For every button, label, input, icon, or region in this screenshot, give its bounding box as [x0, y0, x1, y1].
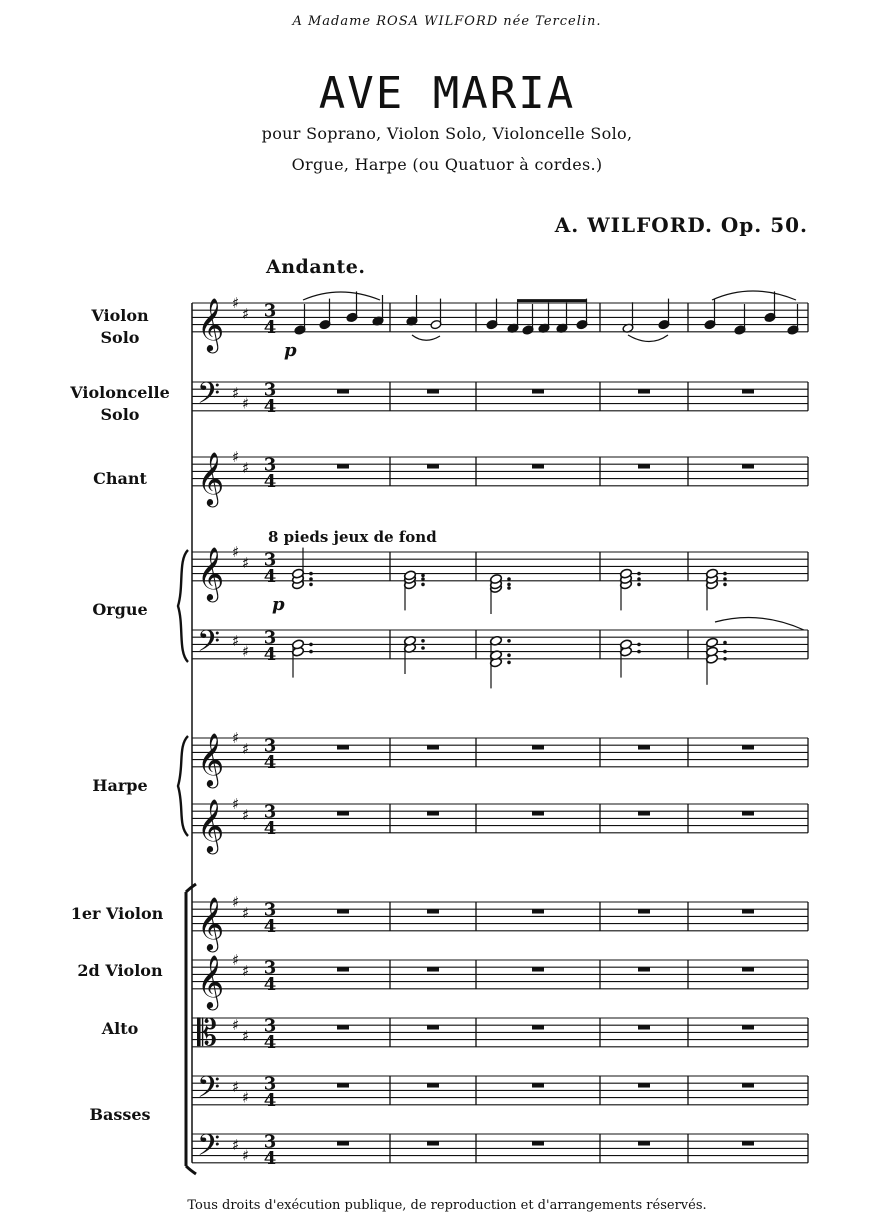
- time-sig-numerator: 3: [263, 454, 277, 476]
- bass-clef: 𝄢: [197, 376, 221, 418]
- sharp-sign: ♯: [242, 903, 250, 922]
- sharp-sign: ♯: [242, 458, 250, 477]
- bass-clef: 𝄢: [197, 624, 221, 666]
- label-second-violon: 2d Violon: [77, 961, 163, 980]
- sharp-sign: ♯: [232, 631, 240, 650]
- organ-brace: [178, 550, 188, 662]
- whole-rest: [337, 389, 349, 393]
- time-sig-denominator: 4: [263, 1089, 277, 1111]
- harp-brace: [178, 736, 188, 836]
- dot: [309, 583, 313, 587]
- whole-rest: [638, 1025, 650, 1029]
- dot: [507, 661, 511, 665]
- time-sig-denominator: 4: [263, 643, 277, 665]
- label-orgue: Orgue: [92, 600, 148, 619]
- whole-rest: [427, 909, 439, 913]
- dot: [421, 583, 425, 587]
- whole-rest: [638, 745, 650, 749]
- subtitle-line-1: pour Soprano, Violon Solo, Violoncelle Solo,: [261, 124, 633, 143]
- whole-rest: [337, 1025, 349, 1029]
- time-sig-denominator: 4: [263, 316, 277, 338]
- sharp-sign: ♯: [232, 1016, 240, 1035]
- dedication: A Madame ROSA WILFORD née Tercelin.: [292, 14, 602, 29]
- dot: [309, 572, 313, 576]
- dot: [723, 583, 727, 587]
- time-sig-denominator: 4: [263, 565, 277, 587]
- slur: [303, 292, 380, 300]
- treble-clef: 𝄞: [197, 797, 225, 852]
- sharp-sign: ♯: [242, 304, 250, 323]
- whole-rest: [337, 811, 349, 815]
- whole-rest: [742, 909, 754, 913]
- whole-rest: [638, 1141, 650, 1145]
- strings-bracket: [186, 884, 196, 1174]
- whole-rest: [427, 1083, 439, 1087]
- whole-rest: [337, 745, 349, 749]
- whole-rest: [532, 389, 544, 393]
- dot: [507, 586, 511, 590]
- whole-rest: [742, 1025, 754, 1029]
- label-violoncelle-solo-line1: Violoncelle: [70, 383, 170, 402]
- sharp-sign: ♯: [232, 1077, 240, 1096]
- time-sig-numerator: 3: [263, 735, 277, 757]
- dot: [637, 650, 641, 654]
- whole-rest: [532, 811, 544, 815]
- dot: [309, 650, 313, 654]
- whole-rest: [337, 1083, 349, 1087]
- time-sig-numerator: 3: [263, 379, 277, 401]
- dot: [637, 643, 641, 647]
- slur: [712, 291, 796, 300]
- whole-rest: [427, 811, 439, 815]
- whole-rest: [532, 909, 544, 913]
- time-sig-denominator: 4: [263, 1147, 277, 1169]
- whole-rest: [532, 745, 544, 749]
- tempo-marking: Andante.: [266, 256, 366, 278]
- whole-rest: [532, 1141, 544, 1145]
- label-violon-solo-line2: Solo: [100, 328, 140, 347]
- time-sig-numerator: 3: [263, 801, 277, 823]
- whole-rest: [742, 464, 754, 468]
- dot: [421, 577, 425, 581]
- whole-rest: [742, 389, 754, 393]
- sharp-sign: ♯: [242, 961, 250, 980]
- treble-clef: 𝄞: [197, 296, 225, 351]
- dot: [723, 577, 727, 581]
- score-title: AVE MARIA: [318, 68, 576, 119]
- tie: [715, 618, 804, 631]
- dot: [637, 577, 641, 581]
- dot: [309, 643, 313, 647]
- label-violoncelle-solo-line2: Solo: [100, 405, 140, 424]
- time-sig-denominator: 4: [263, 751, 277, 773]
- bass-clef: 𝄢: [197, 1128, 221, 1170]
- dot: [421, 639, 425, 643]
- sharp-sign: ♯: [232, 543, 240, 561]
- time-sig-numerator: 3: [263, 549, 277, 571]
- dynamic-p-organ: p: [272, 594, 285, 615]
- sharp-sign: ♯: [242, 553, 250, 572]
- sharp-sign: ♯: [232, 383, 240, 402]
- whole-rest: [337, 464, 349, 468]
- time-sig-numerator: 3: [263, 300, 277, 322]
- time-sig-numerator: 3: [263, 1073, 277, 1095]
- treble-clef: 𝄞: [197, 731, 225, 786]
- copyright-footer: Tous droits d'exécution publique, de reproduction et d'arrangements réservés.: [187, 1198, 707, 1213]
- sharp-sign: ♯: [242, 1146, 250, 1165]
- whole-rest: [638, 909, 650, 913]
- treble-clef: 𝄞: [197, 953, 225, 1008]
- whole-rest: [742, 967, 754, 971]
- dot: [507, 639, 511, 643]
- sharp-sign: ♯: [242, 739, 250, 758]
- time-sig-denominator: 4: [263, 915, 277, 937]
- whole-rest: [742, 811, 754, 815]
- sharp-sign: ♯: [232, 893, 240, 911]
- label-harpe: Harpe: [92, 776, 148, 795]
- alto-clef: 𝄡: [197, 1012, 218, 1054]
- dot: [507, 583, 511, 587]
- sharp-sign: ♯: [232, 951, 240, 969]
- slur: [412, 335, 440, 340]
- whole-rest: [638, 1083, 650, 1087]
- bass-clef: 𝄢: [197, 1070, 221, 1112]
- time-sig-numerator: 3: [263, 957, 277, 979]
- whole-rest: [532, 464, 544, 468]
- dot: [637, 583, 641, 587]
- whole-rest: [638, 811, 650, 815]
- whole-rest: [638, 967, 650, 971]
- dynamic-p-violin: p: [284, 340, 297, 361]
- dot: [421, 574, 425, 578]
- time-sig-numerator: 3: [263, 899, 277, 921]
- whole-rest: [427, 1141, 439, 1145]
- whole-rest: [742, 1083, 754, 1087]
- dot: [421, 646, 425, 650]
- whole-rest: [427, 464, 439, 468]
- sharp-sign: ♯: [232, 1135, 240, 1154]
- label-chant: Chant: [93, 469, 147, 488]
- sharp-sign: ♯: [242, 1027, 250, 1045]
- composer-opus: A. WILFORD. Op. 50.: [554, 213, 808, 237]
- whole-rest: [337, 909, 349, 913]
- dot: [723, 641, 727, 645]
- slur: [628, 335, 668, 342]
- label-violon-solo-line1: Violon: [91, 306, 149, 325]
- time-sig-numerator: 3: [263, 1015, 277, 1037]
- whole-rest: [532, 967, 544, 971]
- time-sig-denominator: 4: [263, 395, 277, 417]
- time-sig-denominator: 4: [263, 817, 277, 839]
- whole-rest: [742, 1141, 754, 1145]
- whole-rest: [742, 745, 754, 749]
- organ-registration: 8 pieds jeux de fond: [268, 528, 437, 546]
- time-sig-denominator: 4: [263, 973, 277, 995]
- sharp-sign: ♯: [242, 1088, 250, 1107]
- dot: [723, 572, 727, 576]
- label-alto: Alto: [101, 1019, 139, 1038]
- sharp-sign: ♯: [232, 729, 240, 747]
- whole-rest: [638, 389, 650, 393]
- sharp-sign: ♯: [232, 448, 240, 466]
- whole-rest: [532, 1025, 544, 1029]
- dot: [309, 577, 313, 581]
- time-sig-numerator: 3: [263, 1131, 277, 1153]
- time-sig-denominator: 4: [263, 470, 277, 492]
- dot: [507, 653, 511, 657]
- sharp-sign: ♯: [242, 642, 250, 661]
- sharp-sign: ♯: [232, 795, 240, 813]
- sharp-sign: ♯: [232, 294, 240, 312]
- dot: [507, 577, 511, 581]
- whole-rest: [638, 464, 650, 468]
- treble-clef: 𝄞: [197, 450, 225, 505]
- whole-rest: [337, 1141, 349, 1145]
- whole-rest: [427, 389, 439, 393]
- dot: [637, 572, 641, 576]
- whole-rest: [427, 967, 439, 971]
- treble-clef: 𝄞: [197, 895, 225, 950]
- dot: [723, 657, 727, 661]
- label-basses: Basses: [89, 1105, 151, 1124]
- label-premier-violon: 1er Violon: [70, 904, 164, 923]
- subtitle-line-2: Orgue, Harpe (ou Quatuor à cordes.): [291, 155, 603, 174]
- whole-rest: [532, 1083, 544, 1087]
- whole-rest: [427, 1025, 439, 1029]
- whole-rest: [427, 745, 439, 749]
- sharp-sign: ♯: [242, 394, 250, 413]
- whole-rest: [337, 967, 349, 971]
- dot: [723, 650, 727, 654]
- treble-clef: 𝄞: [197, 545, 225, 600]
- sharp-sign: ♯: [242, 805, 250, 824]
- time-sig-numerator: 3: [263, 627, 277, 649]
- time-sig-denominator: 4: [263, 1031, 277, 1053]
